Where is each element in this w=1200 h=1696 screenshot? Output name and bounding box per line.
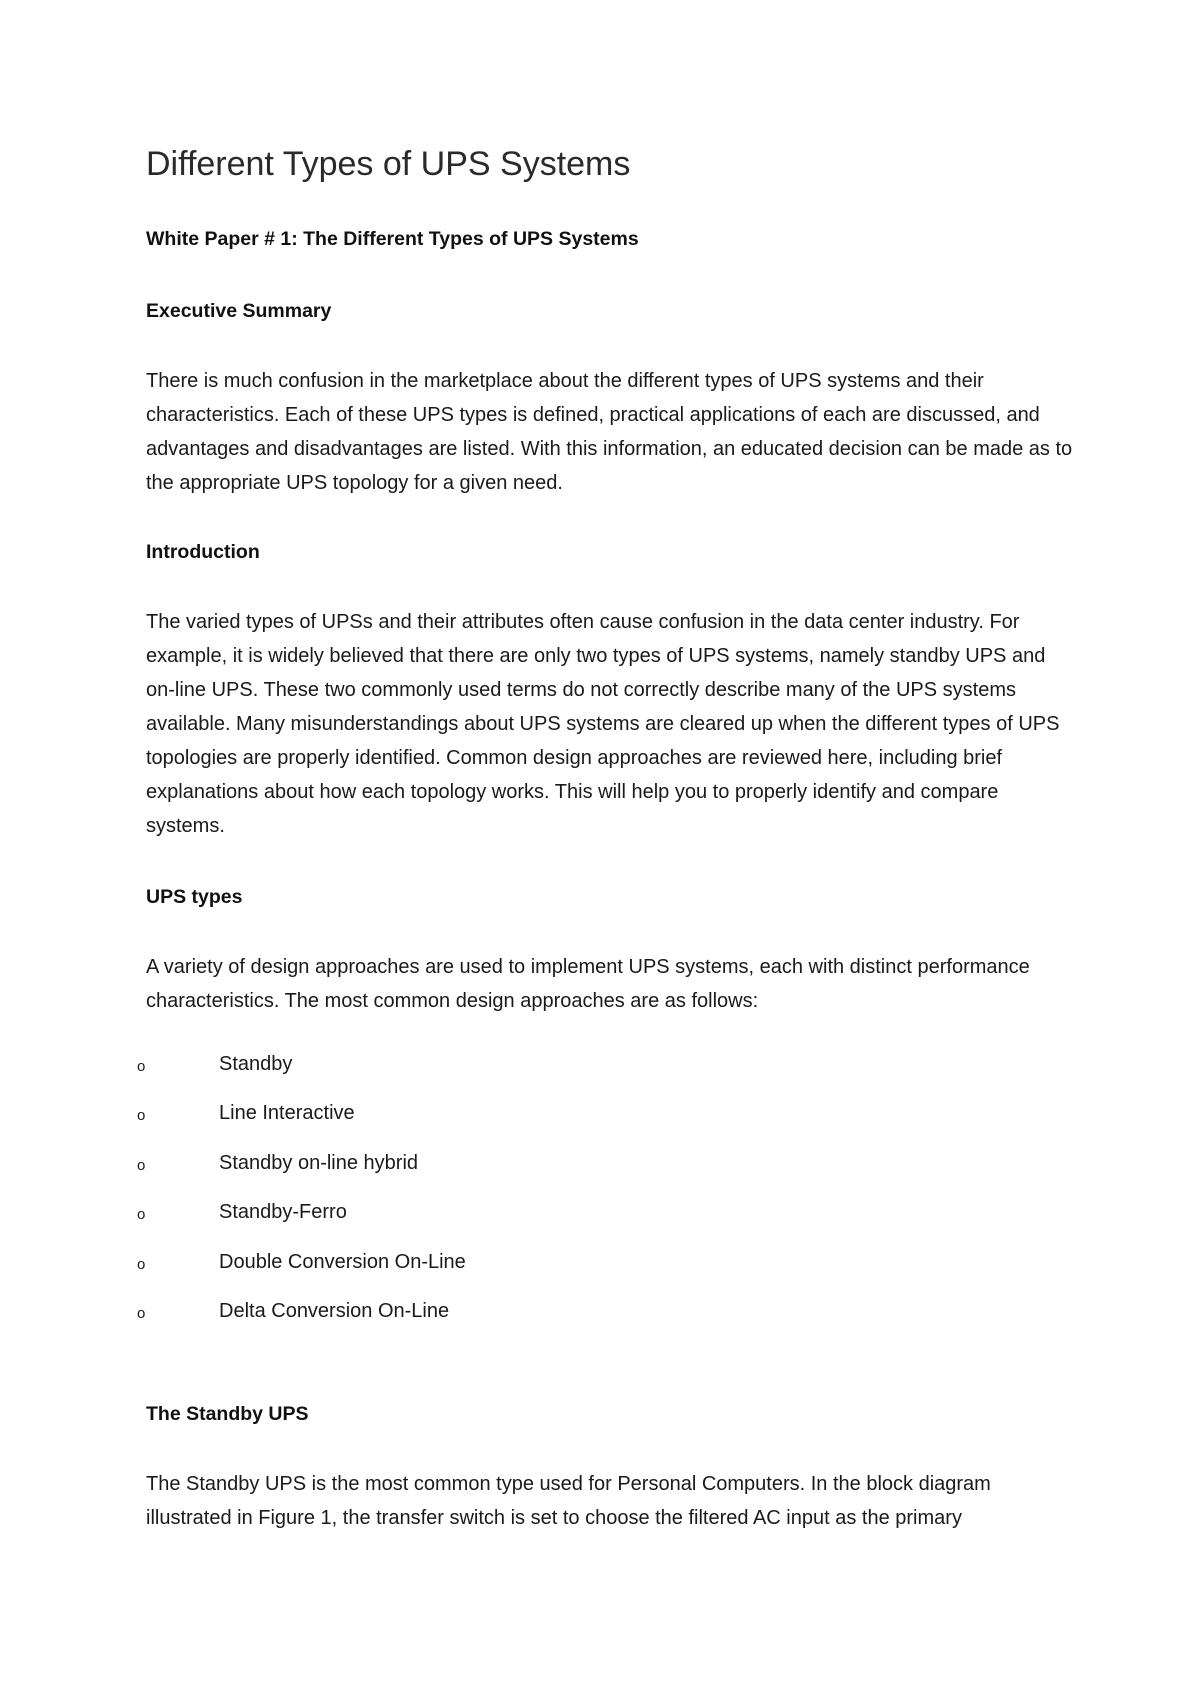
list-item-text: Delta Conversion On-Line — [219, 1299, 450, 1322]
bullet-icon: o — [137, 1156, 146, 1174]
ups-types-heading: UPS types — [146, 886, 243, 908]
standby-ups-heading: The Standby UPS — [146, 1403, 309, 1425]
standby-ups-paragraph: The Standby UPS is the most common type used for Personal Computers. In the block diagram illustrated in Figure 1, the transfer switch is set to choose the filtered AC input as the primary — [146, 1473, 991, 1529]
list-item — [0, 1198, 700, 1247]
list-item-text: Standby — [219, 1053, 293, 1075]
list-item — [0, 1297, 700, 1346]
list-item — [0, 1248, 700, 1297]
list-item-text: Standby on-line hybrid — [219, 1151, 419, 1174]
bullet-icon: o — [137, 1058, 146, 1075]
executive-summary-paragraph: There is much confusion in the marketplace about the different types of UPS systems and their characteristics. Each of these UPS types is defined, practical applications of each are discussed, and advantages and disadvantages are listed. With this information, an educated decision can be made as to the appropriate UPS topology for a given need. — [146, 370, 1073, 494]
bullet-icon: o — [137, 1206, 146, 1224]
list-item — [0, 1099, 700, 1148]
ups-types-paragraph: A variety of design approaches are used to implement UPS systems, each with distinct performance characteristics. The most common design approaches are as follows: — [146, 956, 1030, 1012]
list-item — [0, 1050, 700, 1099]
introduction-heading: Introduction — [146, 541, 260, 563]
white-paper-subtitle: White Paper # 1: The Different Types of UPS Systems — [146, 228, 639, 250]
introduction-paragraph: The varied types of UPSs and their attributes often cause confusion in the data center industry. For example, it is widely believed that there are only two types of UPS systems, namely standby UPS and on-line UPS. These two commonly used terms do not correctly describe many of the UPS systems available. Many misunderstandings about UPS systems are cleared up when the different types of UPS topologies are properly identified. Common design approaches are reviewed here, including brief explanations about how each topology works. This will help you to properly identify and compare systems. — [146, 611, 1060, 837]
executive-summary-heading: Executive Summary — [146, 300, 332, 322]
bullet-icon: o — [137, 1107, 146, 1125]
document-title: Different Types of UPS Systems — [146, 145, 631, 183]
list-item-text: Standby-Ferro — [219, 1201, 347, 1224]
list-item-text: Double Conversion On-Line — [219, 1250, 466, 1273]
bullet-icon: o — [137, 1304, 146, 1322]
list-item — [0, 1149, 700, 1198]
bullet-icon: o — [137, 1255, 146, 1273]
list-item-text: Line Interactive — [219, 1102, 355, 1125]
ups-types-list — [0, 1050, 700, 1346]
